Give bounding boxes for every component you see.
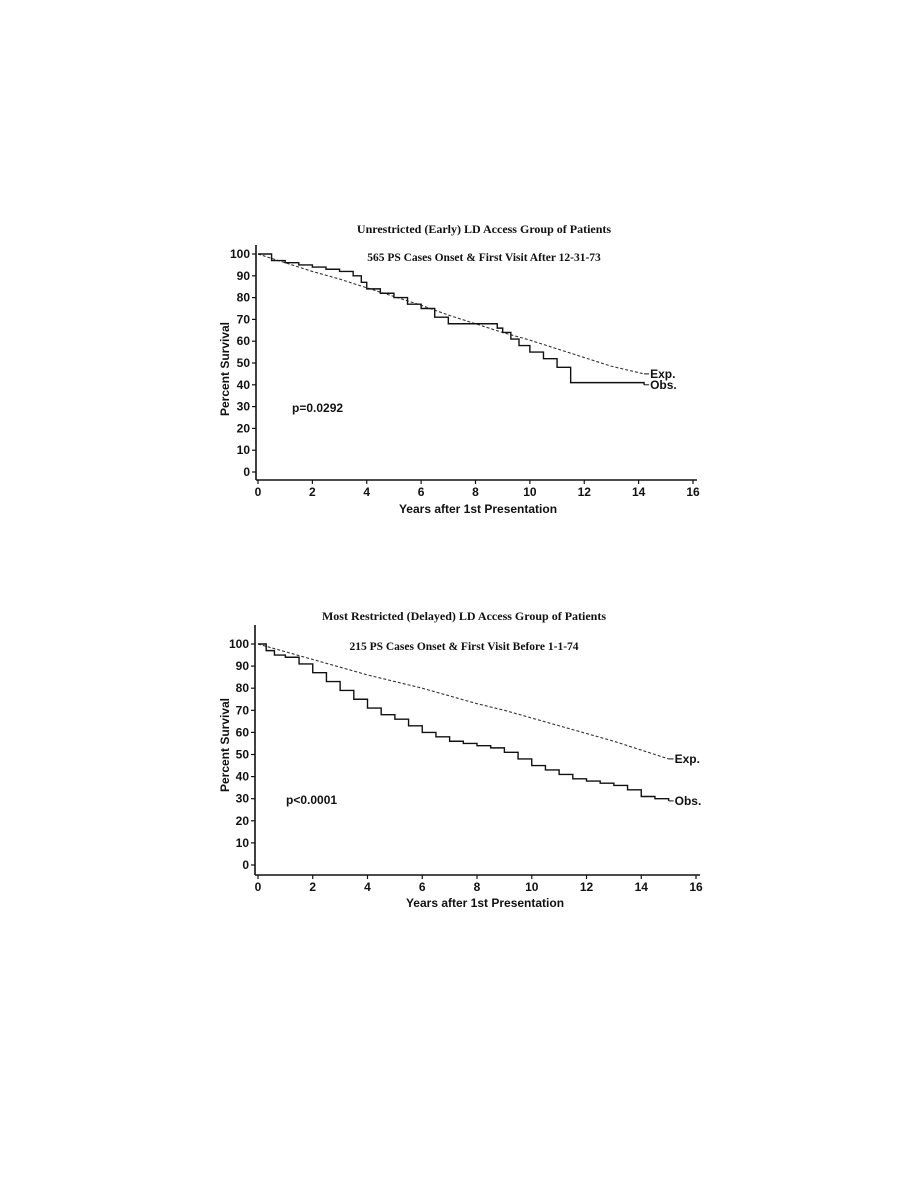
- y-tick-label: 40: [236, 377, 250, 392]
- survival-chart-early: [0, 210, 918, 590]
- y-tick-label: 20: [236, 421, 250, 436]
- series-label: Obs.: [674, 793, 702, 808]
- x-axis-label: Years after 1st Presentation: [405, 896, 565, 910]
- x-tick-label: 16: [686, 485, 700, 499]
- plot-area: [230, 245, 700, 499]
- series-line-observed: [258, 644, 669, 801]
- series-line-observed: [258, 254, 644, 385]
- x-tick-label: 10: [525, 880, 539, 894]
- y-tick-label: 30: [236, 399, 250, 414]
- y-tick-label: 90: [236, 268, 250, 283]
- x-tick-label: 0: [254, 880, 262, 894]
- survival-chart-delayed-svg: [0, 600, 918, 980]
- x-tick-label: 2: [309, 880, 317, 894]
- x-tick-label: 8: [472, 485, 479, 499]
- series-label: Exp.: [650, 366, 676, 381]
- x-axis-label: Years after 1st Presentation: [398, 502, 558, 516]
- x-tick-label: 4: [363, 485, 371, 499]
- x-tick-label: 10: [523, 485, 537, 499]
- y-tick-label: 100: [229, 247, 250, 261]
- y-tick-label: 20: [235, 813, 249, 828]
- series-label: Exp.: [674, 751, 700, 766]
- y-axis-label: Percent Survival: [218, 697, 232, 793]
- chart-subtitle: 565 PS Cases Onset & First Visit After 12-31-73: [367, 252, 601, 264]
- y-tick-label: 50: [235, 747, 249, 762]
- plot-area: [229, 625, 703, 894]
- y-tick-label: 60: [236, 334, 250, 349]
- y-tick-label: 70: [236, 312, 250, 327]
- y-tick-label: 70: [235, 703, 249, 718]
- chart-title: Unrestricted (Early) LD Access Group of Patients: [356, 222, 612, 236]
- x-tick-label: 0: [254, 485, 262, 499]
- y-tick-label: 10: [236, 443, 250, 458]
- y-tick-label: 90: [235, 659, 249, 674]
- x-tick-label: 16: [689, 880, 703, 894]
- y-tick-label: 80: [236, 290, 250, 305]
- x-tick-label: 12: [579, 880, 594, 894]
- y-tick-label: 100: [228, 637, 249, 651]
- y-tick-label: 0: [243, 465, 250, 479]
- chart-subtitle: 215 PS Cases Onset & First Visit Before 1-1-74: [349, 641, 579, 653]
- x-tick-label: 2: [309, 485, 316, 499]
- y-tick-label: 10: [235, 835, 249, 850]
- x-tick-label: 6: [418, 880, 426, 894]
- series-line-expected: [258, 254, 644, 374]
- x-tick-label: 4: [364, 880, 371, 894]
- x-tick-label: 12: [577, 485, 591, 499]
- x-tick-label: 14: [634, 880, 648, 894]
- y-tick-label: 80: [235, 681, 249, 696]
- x-tick-label: 14: [631, 485, 646, 499]
- p-value-annotation: p=0.0292: [292, 401, 344, 415]
- y-tick-label: 40: [235, 769, 249, 784]
- x-tick-label: 8: [473, 880, 481, 894]
- y-tick-label: 30: [235, 791, 249, 806]
- survival-chart-early-svg: [0, 210, 918, 590]
- chart-title: Most Restricted (Delayed) LD Access Group of Patients: [321, 609, 607, 623]
- y-axis-label: Percent Survival: [218, 321, 232, 417]
- p-value-annotation: p<0.0001: [286, 793, 338, 807]
- y-tick-label: 50: [236, 356, 250, 370]
- y-tick-label: 0: [242, 858, 249, 872]
- series-label: Obs.: [650, 377, 677, 392]
- y-tick-label: 60: [235, 725, 249, 740]
- x-tick-label: 6: [417, 485, 425, 499]
- survival-chart-delayed: [0, 600, 918, 980]
